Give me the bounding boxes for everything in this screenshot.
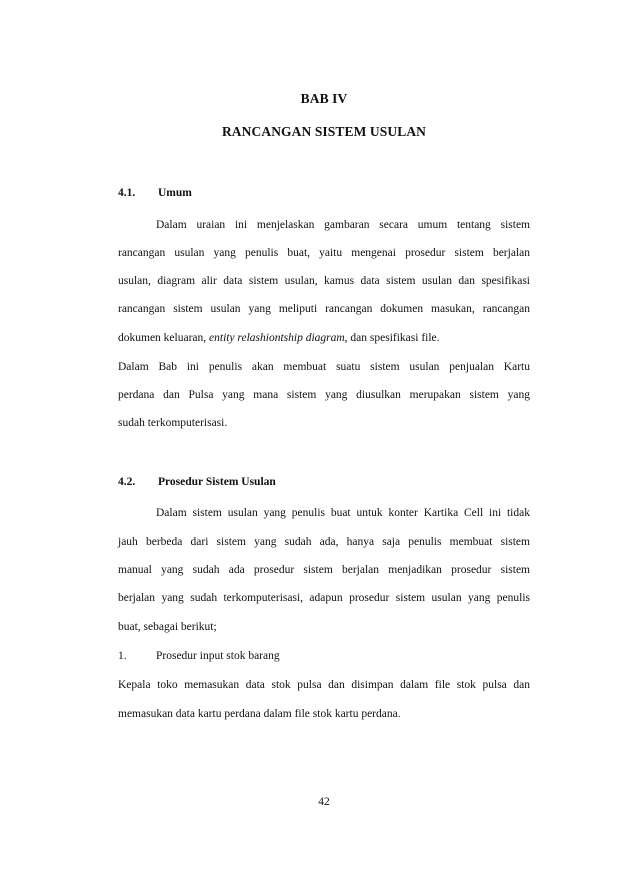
- chapter-label: BAB IV: [300, 91, 348, 106]
- section-2-para-2-line-1: Kepala toko memasukan data stok pulsa dan disimpan dalam file stok pulsa dan: [118, 679, 530, 691]
- section-1-line-2: rancangan usulan yang penulis buat, yaitu mengenai prosedur sistem berjalan: [118, 247, 530, 259]
- section-1-heading: [118, 187, 192, 199]
- section-2-number: 4.2.: [118, 476, 136, 488]
- section-1-title: Umum: [158, 187, 192, 199]
- section-1-line-5-end: , dan spesifikasi file.: [344, 332, 440, 344]
- section-2-title: Prosedur Sistem Usulan: [158, 476, 276, 488]
- section-1-para-2-line-1: Dalam Bab ini penulis akan membuat suatu sistem usulan penjualan Kartu: [118, 361, 530, 373]
- list-item-1: [118, 649, 530, 663]
- section-1-line-4: rancangan sistem usulan yang meliputi rancangan dokumen masukan, rancangan: [118, 303, 530, 315]
- chapter-title: RANCANGAN SISTEM USULAN: [221, 124, 427, 139]
- section-1-line-1: Dalam uraian ini menjelaskan gambaran secara umum tentang sistem: [156, 219, 530, 231]
- section-2-heading: [118, 476, 276, 488]
- section-1-line-3: usulan, diagram alir data sistem usulan, kamus data sistem usulan dan spesifikasi: [118, 275, 530, 287]
- section-2-line-1: Dalam sistem usulan yang penulis buat untuk konter Kartika Cell ini tidak: [156, 507, 530, 519]
- list-item-1-label: Prosedur input stok barang: [156, 650, 280, 662]
- section-1-italic-term: entity relashiontship diagram: [209, 332, 345, 344]
- page-number: 42: [318, 796, 330, 808]
- section-1-number: 4.1.: [118, 187, 136, 199]
- section-2-line-2: jauh berbeda dari sistem yang sudah ada, hanya saja penulis membuat sistem: [118, 536, 530, 548]
- section-2-line-5: buat, sebagai berikut;: [118, 621, 217, 633]
- section-1-line-5-start: dokumen keluaran,: [118, 332, 210, 344]
- section-1-para-2-line-2: perdana dan Pulsa yang mana sistem yang diusulkan merupakan sistem yang: [118, 389, 530, 401]
- section-1-para-2-line-3: sudah terkomputerisasi.: [118, 417, 228, 429]
- section-2-line-4: berjalan yang sudah terkomputerisasi, adapun prosedur sistem usulan yang penulis: [118, 592, 530, 604]
- section-2-para-2-line-2: memasukan data kartu perdana dalam file stok kartu perdana.: [118, 708, 401, 720]
- section-1-line-5: [118, 331, 530, 345]
- list-item-1-number: 1.: [118, 650, 127, 662]
- section-2-line-3: manual yang sudah ada prosedur sistem berjalan menjadikan prosedur sistem: [118, 564, 530, 576]
